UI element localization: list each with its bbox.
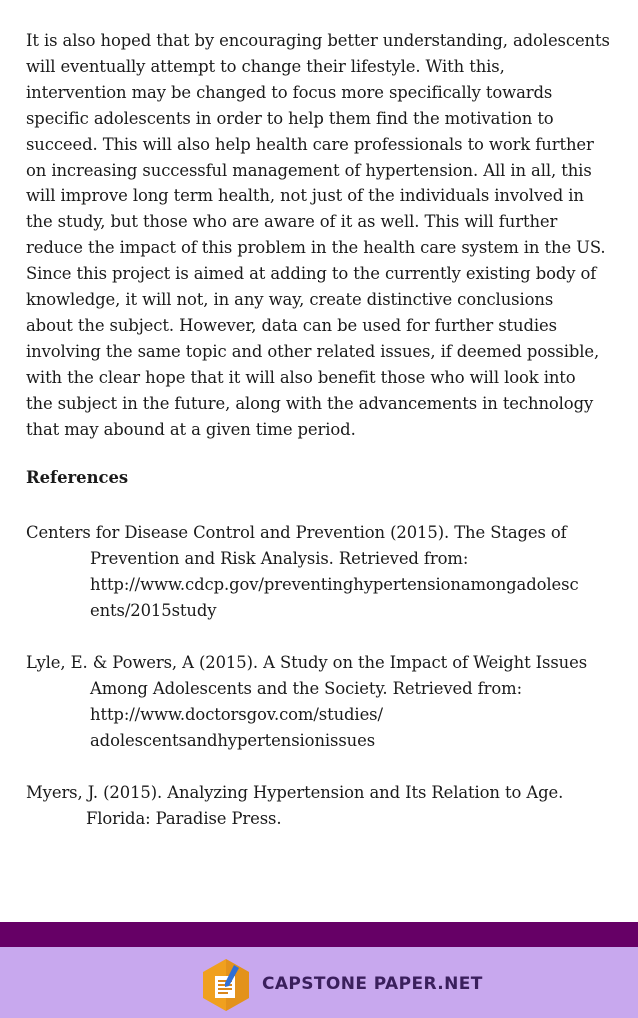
paragraph-line: knowledge, it will not, in any way, create distinctive conclusions (26, 290, 554, 310)
reference-item-cdc (26, 520, 616, 624)
paragraph-line: It is also hoped that by encouraging better understanding, adolescents (26, 31, 610, 50)
paragraph-line: will improve long term health, not just of the individuals involved in (26, 186, 584, 206)
paragraph-line: on increasing successful management of hypertension. All in all, this (26, 160, 592, 180)
logo-doc-line (218, 988, 232, 990)
reference-url-line[interactable]: ents/2015study (90, 601, 217, 620)
document-page (26, 28, 612, 828)
reference-line: Florida: Paradise Press. (86, 809, 282, 828)
paragraph-line: will eventually attempt to change their lifestyle. With this, (26, 56, 505, 76)
paragraph-line: the study, but those who are aware of it as well. This will further (26, 212, 558, 232)
paragraph-line: specific adolescents in order to help them find the motivation to (26, 108, 554, 128)
paragraph-line: intervention may be changed to focus more specifically towards (26, 82, 553, 102)
logo-doc-line (218, 992, 228, 994)
reference-url-line[interactable]: http://www.cdcp.gov/preventinghypertensionamongadolesc (90, 575, 579, 594)
document-pencil-hexagon-icon[interactable] (198, 957, 254, 1013)
paragraph-line: succeed. This will also help health care professionals to work further (26, 134, 594, 154)
footer-brand-name[interactable]: CAPSTONE PAPER.NET (262, 974, 483, 994)
reference-line: Centers for Disease Control and Prevention (2015). The Stages of (26, 523, 567, 542)
reference-line: Myers, J. (2015). Analyzing Hypertension and Its Relation to Age. (26, 783, 564, 802)
reference-item-lyle (26, 650, 616, 754)
reference-line: Lyle, E. & Powers, A (2015). A Study on the Impact of Weight Issues (26, 653, 588, 672)
reference-line: Among Adolescents and the Society. Retrieved from: (90, 679, 522, 698)
paragraph-line: reduce the impact of this problem in the health care system in the US. (26, 238, 606, 258)
reference-url-line[interactable]: http://www.doctorsgov.com/studies/ (90, 705, 383, 724)
body-paragraph (26, 28, 612, 443)
footer-strip (0, 922, 638, 947)
references-heading: References (26, 468, 129, 487)
reference-item-myers (26, 780, 616, 832)
paragraph-line: involving the same topic and other related issues, if deemed possible, (26, 341, 600, 361)
paragraph-line: that may abound at a given time period. (26, 419, 356, 439)
reference-line: Prevention and Risk Analysis. Retrieved from: (90, 549, 469, 568)
paragraph-line: the subject in the future, along with the advancements in technology (26, 393, 594, 413)
paragraph-line: with the clear hope that it will also benefit those who will look into (26, 367, 576, 387)
reference-url-line[interactable]: adolescentsandhypertensionissues (90, 731, 376, 750)
paragraph-line: about the subject. However, data can be used for further studies (26, 315, 557, 335)
paragraph-line: Since this project is aimed at adding to the currently existing body of (26, 264, 597, 284)
